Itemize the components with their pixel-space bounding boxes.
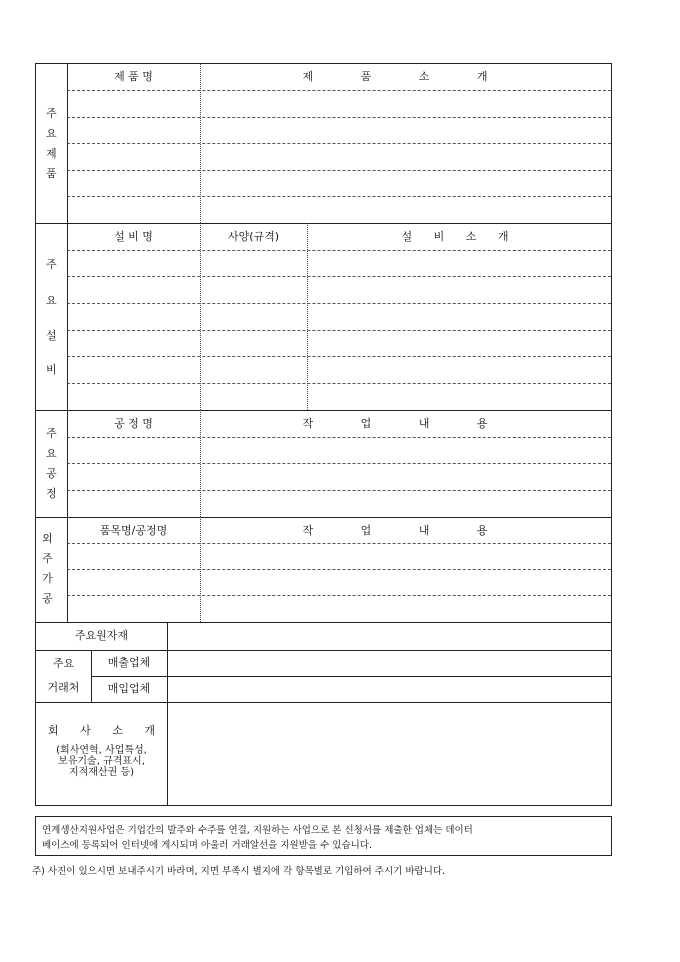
equipment-row-line <box>67 250 611 251</box>
partners-label-line2: 거래처 <box>47 681 80 694</box>
company-intro-title: 회 사 소 개 <box>48 724 164 737</box>
process-row-line <box>67 463 611 464</box>
equipment-row-line <box>67 330 611 331</box>
footnote: 주) 사진이 있으시면 보내주시기 바라며, 지면 부족시 별지에 각 항목별로 기입하여 주시기 바랍니다. <box>32 866 446 877</box>
outsourcing-row-line <box>67 595 611 596</box>
process-name-header: 공 정 명 <box>114 417 153 430</box>
outsourcing-section-char: 외 <box>42 532 53 545</box>
product-name-header: 제 품 명 <box>114 70 153 83</box>
company-divider <box>167 702 168 806</box>
equipment-label-divider <box>67 223 68 410</box>
equipment-section-char: 설 <box>46 329 57 342</box>
partners-label-line1: 주요 <box>52 657 75 670</box>
equipment-name-header: 설 비 명 <box>114 230 153 243</box>
company-intro-sub: 보유기술, 규격표시, <box>58 756 145 767</box>
products-row-line <box>67 143 611 144</box>
section-divider <box>36 517 611 518</box>
equipment-row-line <box>67 383 611 384</box>
products-row-line <box>67 90 611 91</box>
outsourcing-section-char: 주 <box>42 552 53 565</box>
outsourcing-row-line <box>67 569 611 570</box>
outsourcing-name-header: 품목명/공정명 <box>99 524 168 537</box>
company-intro-sub: (회사연혁, 사업특성, <box>56 745 147 756</box>
equipment-section-char: 요 <box>46 294 57 307</box>
equipment-section-char: 비 <box>46 363 57 376</box>
equipment-section-char: 주 <box>46 258 57 271</box>
process-row-line <box>67 490 611 491</box>
section-divider <box>36 223 611 224</box>
process-row-line <box>67 437 611 438</box>
process-content-header: 작 업 내 용 <box>302 417 510 430</box>
section-divider <box>36 410 611 411</box>
equipment-spec-divider <box>307 223 308 410</box>
process-section-char: 공 <box>46 467 57 480</box>
materials-divider <box>167 622 168 702</box>
company-intro-sub: 지적재산권 등) <box>68 767 135 778</box>
section-divider <box>36 622 611 623</box>
equipment-row-line <box>67 356 611 357</box>
partners-row-divider <box>91 676 611 677</box>
outsourcing-section-char: 가 <box>42 572 53 585</box>
equipment-intro-header: 설 비 소 개 <box>401 230 518 243</box>
equipment-spec-header: 사양(규격) <box>227 230 280 243</box>
equipment-row-line <box>67 276 611 277</box>
product-intro-header: 제 품 소 개 <box>302 70 510 83</box>
process-section-char: 주 <box>46 427 57 440</box>
products-row-line <box>67 117 611 118</box>
products-row-line <box>67 170 611 171</box>
products-row-line <box>67 196 611 197</box>
products-section-char: 주 <box>46 107 57 120</box>
notice-line: 베이스에 등록되어 인터넷에 게시되며 아울러 거래알선을 지원받을 수 있습니다. <box>42 840 373 851</box>
process-section-char: 요 <box>46 447 57 460</box>
equipment-row-line <box>67 303 611 304</box>
equipment-column-divider <box>200 223 201 410</box>
outsourcing-content-header: 작 업 내 용 <box>302 524 510 537</box>
section-divider <box>36 650 611 651</box>
purchase-partner-label: 매입업체 <box>107 682 151 695</box>
products-section-char: 제 <box>46 147 57 160</box>
outsourcing-section-char: 공 <box>42 592 53 605</box>
products-section-char: 품 <box>46 167 57 180</box>
main-materials-label: 주요원자재 <box>74 629 129 642</box>
notice-box <box>35 816 612 856</box>
process-section-char: 정 <box>46 487 57 500</box>
sales-partner-label: 매출업체 <box>107 656 151 669</box>
outsourcing-row-line <box>67 543 611 544</box>
application-form-table <box>35 63 612 806</box>
products-section-char: 요 <box>46 127 57 140</box>
notice-line: 연계생산지원사업은 기업간의 발주와 수주를 연결, 지원하는 사업으로 본 신청서를 제출한 업체는 데이터 <box>42 825 473 836</box>
section-divider <box>36 702 611 703</box>
